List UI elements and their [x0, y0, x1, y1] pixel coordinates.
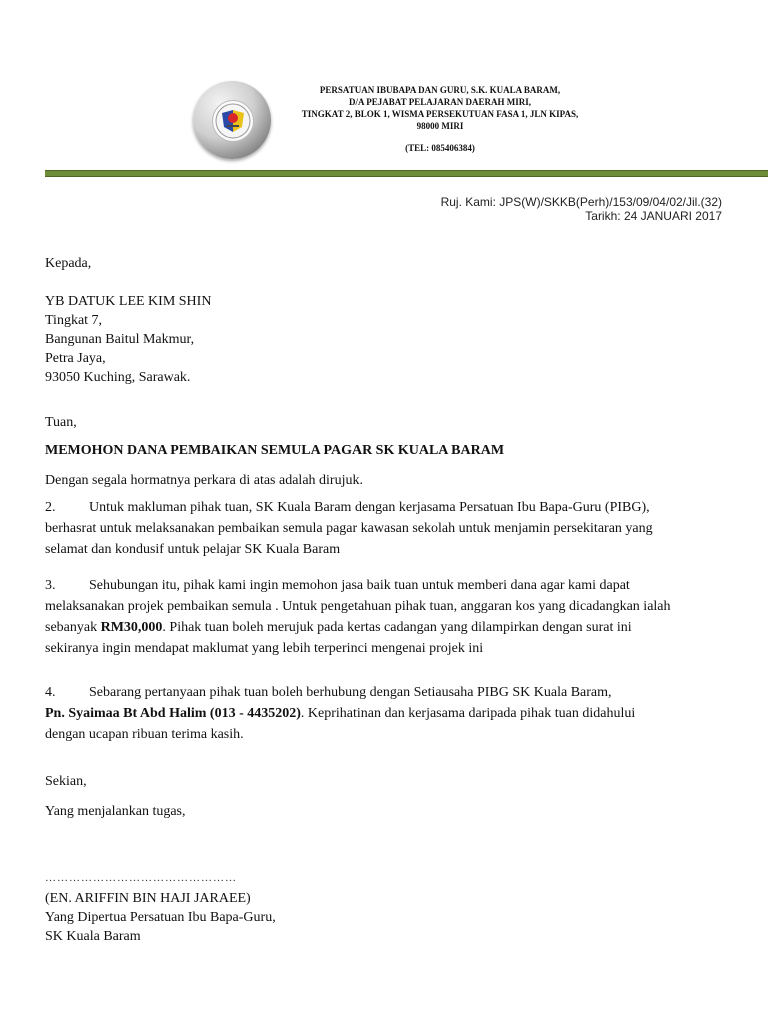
- letterhead-tel: (TEL: 085406384): [405, 143, 475, 153]
- paragraph-line: dengan ucapan ribuan terima kasih.: [45, 727, 244, 742]
- letterhead-divider: [45, 170, 768, 177]
- letterhead-line-2: D/A PEJABAT PELAJARAN DAERAH MIRI,: [349, 97, 531, 107]
- paragraph-number: 3.: [45, 578, 56, 593]
- letter-date: Tarikh: 24 JANUARI 2017: [585, 209, 722, 223]
- cost-amount: RM30,000: [100, 620, 163, 635]
- recipient-block: [45, 292, 745, 387]
- signature-line: …………………………………………: [45, 872, 237, 884]
- contact-person: Pn. Syaimaa Bt Abd Halim (013 - 4435202): [45, 706, 301, 721]
- recipient-name: YB DATUK LEE KIM SHIN: [45, 294, 212, 309]
- closing-sekian: Sekian,: [45, 774, 87, 789]
- paragraph-line: sebanyak: [45, 620, 101, 635]
- greeting: Tuan,: [45, 415, 77, 430]
- intro-paragraph: Dengan segala hormatnya perkara di atas adalah dirujuk.: [45, 473, 363, 488]
- reference-block: [441, 195, 722, 223]
- paragraph-line: sekiranya ingin mendapat maklumat yang lebih terperinci mengenai projek ini: [45, 641, 484, 656]
- school-crest-icon: [193, 81, 271, 159]
- recipient-address-line: Bangunan Baitul Makmur,: [45, 332, 195, 347]
- paragraph-line: Sebarang pertanyaan pihak tuan boleh berhubung dengan Setiausaha PIBG SK Kuala Baram,: [89, 685, 612, 700]
- paragraph-line: Sehubungan itu, pihak kami ingin memohon jasa baik tuan untuk memberi dana agar kami dapat: [89, 578, 630, 593]
- paragraph-number: 4.: [45, 685, 56, 700]
- crest-graphic: [213, 101, 253, 141]
- letter-subject: MEMOHON DANA PEMBAIKAN SEMULA PAGAR SK KUALA BARAM: [45, 443, 505, 458]
- signature-block: [45, 889, 745, 946]
- crest-emblem: [212, 100, 254, 142]
- paragraph-3: [45, 575, 725, 659]
- signer-title: Yang Dipertua Persatuan Ibu Bapa-Guru,: [45, 910, 276, 925]
- letterhead: [290, 84, 590, 154]
- recipient-address-line: Tingkat 7,: [45, 313, 103, 328]
- paragraph-2: [45, 497, 725, 560]
- paragraph-line: selamat dan kondusif untuk pelajar SK Kuala Baram: [45, 542, 341, 557]
- paragraph-line: . Pihak tuan boleh merujuk pada kertas cadangan yang dilampirkan dengan surat ini: [162, 620, 632, 635]
- recipient-to: Kepada,: [45, 256, 92, 271]
- paragraph-number: 2.: [45, 500, 56, 515]
- signer-school: SK Kuala Baram: [45, 929, 141, 944]
- recipient-address-line: Petra Jaya,: [45, 351, 106, 366]
- signer-name: (EN. ARIFFIN BIN HAJI JARAEE): [45, 891, 251, 906]
- recipient-address-line: 93050 Kuching, Sarawak.: [45, 370, 191, 385]
- reference-number: Ruj. Kami: JPS(W)/SKKB(Perh)/153/09/04/02/Jil.(32): [440, 195, 722, 209]
- paragraph-4: [45, 682, 725, 745]
- paragraph-line: melaksanakan projek pembaikan semula . Untuk pengetahuan pihak tuan, anggaran kos yang dicadangkan ialah: [45, 599, 671, 614]
- letterhead-line-4: 98000 MIRI: [416, 121, 464, 131]
- paragraph-line: berhasrat untuk melaksanakan pembaikan semula pagar kawasan sekolah untuk menjamin persekitaran yang: [45, 521, 653, 536]
- paragraph-line: . Keprihatinan dan kerjasama daripada pihak tuan didahului: [300, 706, 636, 721]
- letterhead-line-1: PERSATUAN IBUBAPA DAN GURU, S.K. KUALA BARAM,: [319, 85, 561, 95]
- letterhead-line-3: TINGKAT 2, BLOK 1, WISMA PERSEKUTUAN FASA 1, JLN KIPAS,: [301, 109, 579, 119]
- paragraph-line: Untuk makluman pihak tuan, SK Kuala Baram dengan kerjasama Persatuan Ibu Bapa-Guru (PIBG),: [89, 500, 650, 515]
- closing-yang: Yang menjalankan tugas,: [45, 804, 186, 819]
